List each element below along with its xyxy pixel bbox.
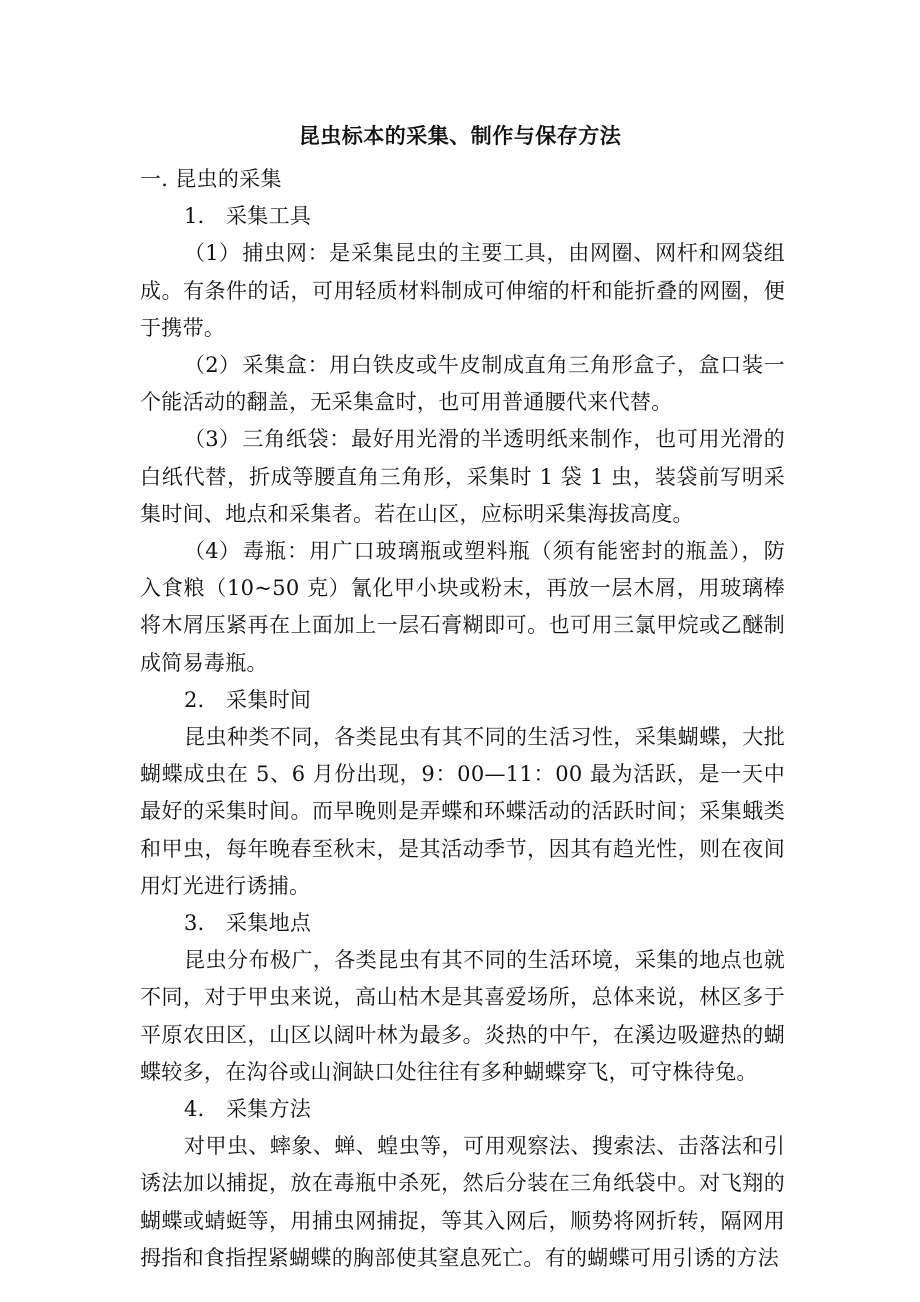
subsection-number: 4． — [184, 1097, 219, 1122]
item-text: 捕虫网：是采集昆虫的主要工具，由网圈、网杆和网袋组成。有条件的话，可用轻质材料制成可伸缩的杆和能折叠的网圈，便于携带。 — [140, 241, 785, 340]
item-text: 采集盒：用白铁皮或牛皮制成直角三角形盒子，盒口装一个能活动的翻盖，无采集盒时，也可用普通腰代来代替。 — [140, 353, 785, 415]
subsection-heading-method — [140, 1091, 785, 1128]
document-title: 昆虫标本的采集、制作与保存方法 — [298, 123, 622, 148]
subsection-heading-time — [140, 682, 785, 719]
item-number: （3） — [184, 427, 241, 452]
subsection-number: 1． — [184, 204, 219, 229]
subsection-title: 采集方法 — [226, 1097, 312, 1122]
section-heading: 一. 昆虫的采集 — [140, 167, 282, 191]
subsection-number: 3． — [184, 911, 219, 936]
tool-item-box — [140, 347, 785, 421]
paragraph-method: 对甲虫、蟀象、蝉、蝗虫等，可用观察法、搜索法、击落法和引诱法加以捕捉，放在毒瓶中杀死，然后分装在三角纸袋中。对飞翔的蝴蝶或蜻蜓等，用捕虫网捕捉，等其入网后，顺势将网折转，隔网用拇指和食指捏紧蝴蝶的胸部使其窒息死亡。有的蝴蝶可用引诱的方法 — [140, 1134, 785, 1270]
subsection-title: 采集时间 — [226, 687, 312, 712]
item-text: 三角纸袋：最好用光滑的半透明纸来制作，也可用光滑的白纸代替，折成等腰直角三角形，采集时 1 袋 1 虫，装袋前写明采集时间、地点和采集者。若在山区，应标明采集海拔高度。 — [140, 427, 785, 526]
subsection-title: 采集地点 — [226, 911, 312, 936]
tool-item-bag — [140, 421, 785, 533]
document-body — [140, 161, 785, 1277]
item-number: （2） — [184, 353, 241, 378]
paragraph-time: 昆虫种类不同，各类昆虫有其不同的生活习性，采集蝴蝶，大批蝴蝶成虫在 5、6 月份出现，9：00—11：00 最为活跃，是一天中最好的采集时间。而早晚则是弄蝶和环蝶活动的活跃时间；采集蛾类和甲虫，每年晚春至秋末，是其活动季节，因其有趋光性，则在夜间用灯光进行诱捕。 — [140, 725, 785, 898]
item-number: （1） — [184, 241, 241, 266]
subsection-heading-place — [140, 905, 785, 942]
tool-item-net — [140, 235, 785, 347]
subsection-title: 采集工具 — [226, 204, 312, 229]
tool-item-bottle — [140, 533, 785, 682]
subsection-number: 2． — [184, 687, 219, 712]
paragraph-place: 昆虫分布极广，各类昆虫有其不同的生活环境，采集的地点也就不同，对于甲虫来说，高山枯木是其喜爱场所，总体来说，林区多于平原农田区，山区以阔叶林为最多。炎热的中午，在溪边吸避热的蝴蝶较多，在沟谷或山涧缺口处往往有多种蝴蝶穿飞，可守株待兔。 — [140, 948, 785, 1084]
item-text: 毒瓶：用广口玻璃瓶或塑料瓶（须有能密封的瓶盖），防入食粮（10~50 克）氰化甲小块或粉末，再放一层木屑，用玻璃棒将木屑压紧再在上面加上一层石膏糊即可。也可用三氯甲烷或乙醚制成简易毒瓶。 — [140, 539, 785, 675]
subsection-heading-tools — [140, 198, 785, 235]
item-number: （4） — [184, 539, 241, 564]
